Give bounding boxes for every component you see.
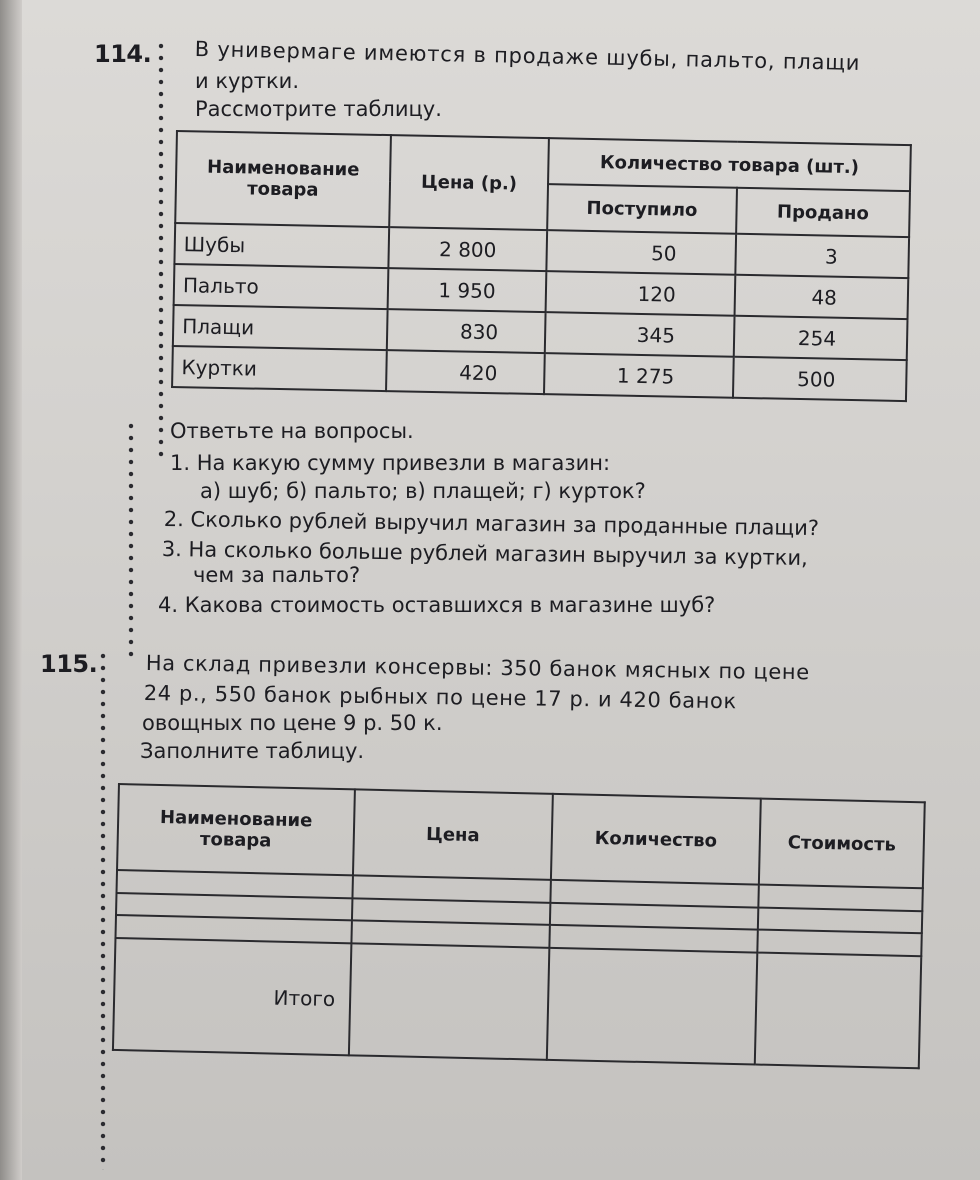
row-sold: 48 [734,275,908,319]
header-cost: Стоимость [759,799,925,889]
task-115-line1: На склад привезли консервы: 350 банок мясных по цене [145,650,810,685]
row-received: 50 [546,230,736,275]
row-name: Плащи [173,305,388,350]
row-sold: 500 [733,357,907,401]
header-price: Цена (р.) [389,135,549,230]
task-115-number: 115. [40,650,98,678]
question-3-line1: 3. На сколько больше рублей магазин выручил за куртки, [161,536,808,571]
row-price: 1 950 [388,268,547,312]
row-sold: 3 [735,234,909,278]
margin-dotted-line-top [158,40,164,460]
question-3-line2: чем за пальто? [193,563,361,587]
questions-title: Ответьте на вопросы. [170,419,414,443]
row-name: Куртки [172,346,387,391]
task-114-number: 114. [94,40,152,68]
question-1: 1. На какую сумму привезли в магазин: [170,451,611,475]
task-115-instruction: Заполните таблицу. [140,739,365,763]
task-114-table [171,130,912,402]
row-received: 345 [545,312,735,357]
row-price: 830 [387,309,546,353]
question-2: 2. Сколько рублей выручил магазин за проданные плащи? [163,506,820,541]
header-sold: Продано [736,188,910,237]
cell[interactable] [755,952,922,1068]
row-name: Пальто [174,264,389,309]
row-price: 420 [386,350,545,394]
row-name: Шубы [174,223,389,268]
margin-dotted-line-middle [128,420,134,660]
task-115-table [112,783,926,1069]
header-name: Наименование товара [175,131,391,227]
question-4: 4. Какова стоимость оставшихся в магазине шуб? [158,593,716,617]
header-price: Цена [353,789,553,879]
task-114-intro-line1: В универмаге имеются в продаже шубы, пальто, плащи [194,36,861,75]
row-received: 120 [546,271,736,316]
question-1-options: а) шуб; б) пальто; в) плащей; г) курток? [200,479,646,503]
margin-dotted-line-bottom [100,650,106,1170]
header-received: Поступило [547,184,737,234]
task-115-line2: 24 р., 550 банок рыбных по цене 17 р. и 420 банок [143,680,737,714]
task-114-intro-line2: и куртки. [195,69,300,93]
row-price: 2 800 [388,227,547,271]
row-received: 1 275 [544,353,734,398]
row-sold: 254 [734,316,908,360]
total-row [113,937,921,1068]
header-name: Наименование товара [117,784,355,875]
cell[interactable] [547,947,757,1064]
header-quantity-group: Количество товара (шт.) [548,138,911,191]
total-label: Итого [113,937,351,1055]
task-114-instruction: Рассмотрите таблицу. [195,97,442,121]
cell[interactable] [349,943,550,1060]
header-quantity: Количество [551,794,761,885]
book-spine [0,0,22,1180]
task-115-line3: овощных по цене 9 р. 50 к. [142,711,443,735]
